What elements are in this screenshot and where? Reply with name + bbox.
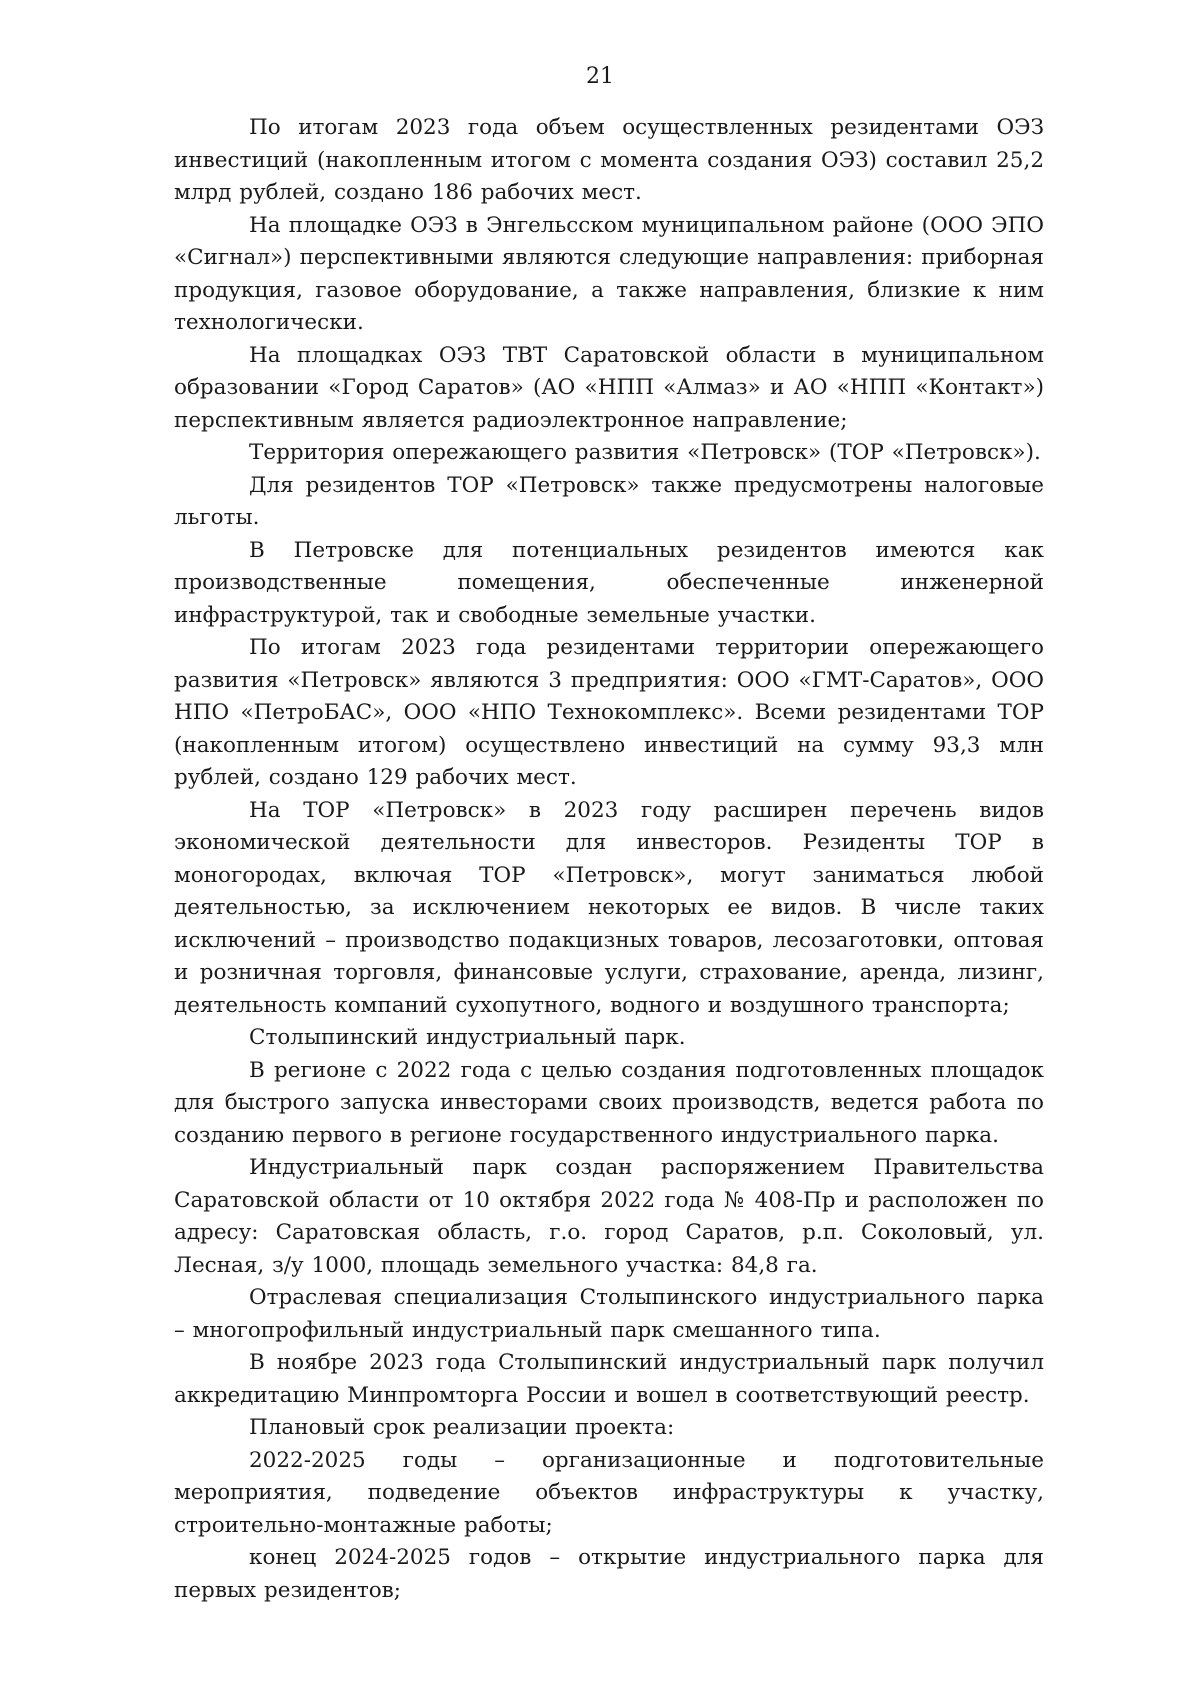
paragraph: На площадках ОЭЗ ТВТ Саратовской области в муниципальном образовании «Город Саратов» (АО «НПП «Алмаз» и АО «НПП «Контакт») перспективным является радиоэлектронное направление; (174, 342, 1044, 433)
paragraph: Индустриальный парк создан распоряжением Правительства Саратовской области от 10 октября 2022 года № 408-Пр и расположен по адресу: Саратовская область, г.о. город Саратов, р.п. Соколовый, ул. Лесная, з/у 1000, площадь земельного участка: 84,8 га. (174, 1155, 1044, 1278)
paragraph: В регионе с 2022 года с целью создания подготовленных площадок для быстрого запуска инвесторами своих производств, ведется работа по созданию первого в регионе государственного индустриального парка. (174, 1057, 1044, 1148)
paragraph: Столыпинский индустриальный парк. (249, 1025, 686, 1050)
paragraph: По итогам 2023 года объем осуществленных резидентами ОЭЗ инвестиций (накопленным итогом с момента создания ОЭЗ) составил 25,2 млрд рублей, создано 186 рабочих мест. (174, 115, 1044, 205)
paragraph: На ТОР «Петровск» в 2023 году расширен перечень видов экономической деятельности для инвесторов. Резиденты ТОР в моногородах, включая ТОР «Петровск», могут заниматься любой деятельностью, за исключением некоторых ее видов. В числе таких исключений – производство подакцизных товаров, лесозаготовки, оптовая и розничная торговля, финансовые услуги, страхование, аренда, лизинг, деятельность компаний сухопутного, водного и воздушного транспорта; (174, 797, 1044, 1018)
paragraph: В Петровске для потенциальных резидентов имеются как производственные помещения, обеспеченные инженерной инфраструктурой, так и свободные земельные участки. (174, 537, 1044, 628)
page-number: 21 (586, 64, 614, 89)
paragraph: Территория опережающего развития «Петровск» (ТОР «Петровск»). (249, 440, 1041, 465)
paragraph: конец 2024-2025 годов – открытие индустриального парка для первых резидентов; (174, 1545, 1044, 1603)
paragraph: В ноябре 2023 года Столыпинский индустриальный парк получил аккредитацию Минпромторга России и вошел в соответствующий реестр. (174, 1350, 1044, 1408)
paragraph: На площадке ОЭЗ в Энгельсском муниципальном районе (ООО ЭПО «Сигнал») перспективными являются следующие направления: приборная продукция, газовое оборудование, а также направления, близкие к ним технологически. (174, 212, 1044, 335)
paragraph: По итогам 2023 года резидентами территории опережающего развития «Петровск» являются 3 предприятия: ООО «ГМТ-Саратов», ООО НПО «ПетроБАС», ООО «НПО Технокомплекс». Всеми резидентами ТОР (накопленным итогом) осуществлено инвестиций на сумму 93,3 млн рублей, создано 129 рабочих мест. (174, 635, 1044, 790)
document-body (174, 112, 1044, 1607)
paragraph: 2022-2025 годы – организационные и подготовительные мероприятия, подведение объектов инфраструктуры к участку, строительно-монтажные работы; (174, 1447, 1044, 1538)
paragraph: Плановый срок реализации проекта: (249, 1415, 675, 1440)
paragraph: Отраслевая специализация Столыпинского индустриального парка – многопрофильный индустриальный парк смешанного типа. (174, 1285, 1044, 1343)
paragraph: Для резидентов ТОР «Петровск» также предусмотрены налоговые льготы. (174, 472, 1044, 530)
